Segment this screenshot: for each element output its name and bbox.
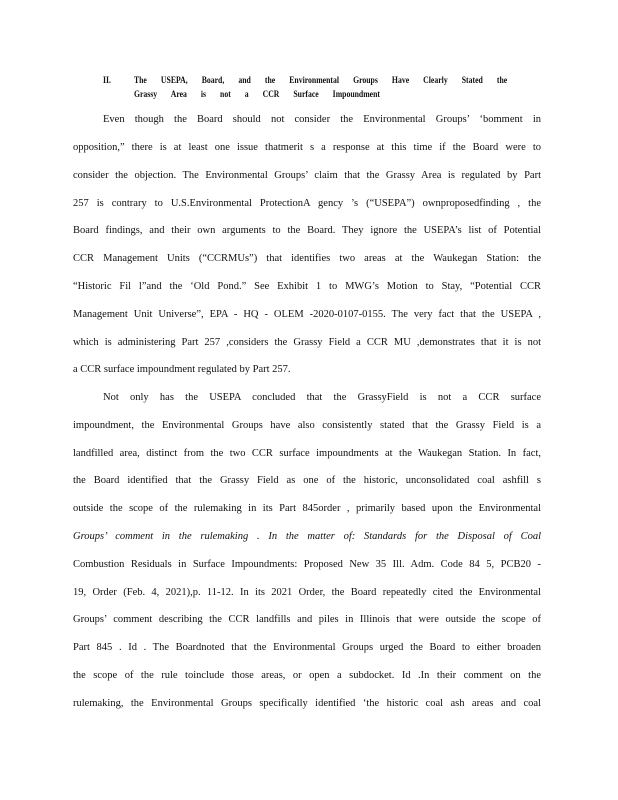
body-line: Groups’ comment in the rulemaking . In the matter of: Standards for the Disposal of Coal — [73, 531, 541, 542]
body-line: Board findings, and their own arguments to the Board. They ignore the USEPA’s list of Potential — [73, 225, 541, 236]
section-number: II. — [103, 75, 111, 85]
heading-line-2: Grassy Area is not a CCR Surface Impoundment — [133, 89, 381, 99]
body-line: the scope of the rule toinclude those areas, or open a subdocket. Id .In their comment on the — [73, 670, 541, 681]
heading-line-1: The USEPA, Board, and the Environmental Groups Have Clearly Stated the — [133, 75, 508, 85]
body-line: outside the scope of the rulemaking in its Part 845order , primarily based upon the Environmental — [73, 503, 541, 514]
body-line: the Board identified that the Grassy Field as one of the historic, unconsolidated coal ashfill s — [73, 475, 541, 486]
body-line: which is administering Part 257 ,considers the Grassy Field a CCR MU ,demonstrates that it is not — [73, 337, 541, 348]
body-line: landfilled area, distinct from the two CCR surface impoundments at the Waukegan Station. In fact, — [73, 448, 541, 459]
body-line: a CCR surface impoundment regulated by Part 257. — [73, 364, 291, 375]
body-line: 19, Order (Feb. 4, 2021),p. 11-12. In its 2021 Order, the Board repeatedly cited the Environmental — [73, 587, 541, 598]
body-line: impoundment, the Environmental Groups have also consistently stated that the Grassy Field is a — [73, 420, 541, 431]
body-line: opposition,” there is at least one issue thatmerit s a response at this time if the Board were to — [73, 142, 541, 153]
body-line: Even though the Board should not consider the Environmental Groups’ ‘bomment in — [103, 114, 541, 125]
body-line: Groups’ comment describing the CCR landfills and piles in Illinois that were outside the scope of — [73, 614, 541, 625]
body-line: 257 is contrary to U.S.Environmental ProtectionA gency ’s (“USEPA”) ownproposedfinding , the — [73, 198, 541, 209]
body-line: CCR Management Units (“CCRMUs”) that identifies two areas at the Waukegan Station: the — [73, 253, 541, 264]
body-line: Part 845 . Id . The Boardnoted that the Environmental Groups urged the Board to either broaden — [73, 642, 541, 653]
body-line: rulemaking, the Environmental Groups specifically identified ‘the historic coal ash areas and coal — [73, 698, 541, 709]
body-line: Combustion Residuals in Surface Impoundments: Proposed New 35 Ill. Adm. Code 84 5, PCB20 - — [73, 559, 541, 570]
section-heading — [103, 73, 508, 101]
body-line: consider the objection. The Environmental Groups’ claim that the Grassy Area is regulated by Part — [73, 170, 541, 181]
body-line: Management Unit Universe”, EPA - HQ - OLEM -2020-0107-0155. The very fact that the USEPA , — [73, 309, 541, 320]
body-line: “Historic Fil l”and the ‘Old Pond.” See Exhibit 1 to MWG’s Motion to Stay, “Potential CCR — [73, 281, 541, 292]
body-line: Not only has the USEPA concluded that the GrassyField is not a CCR surface — [103, 392, 541, 403]
